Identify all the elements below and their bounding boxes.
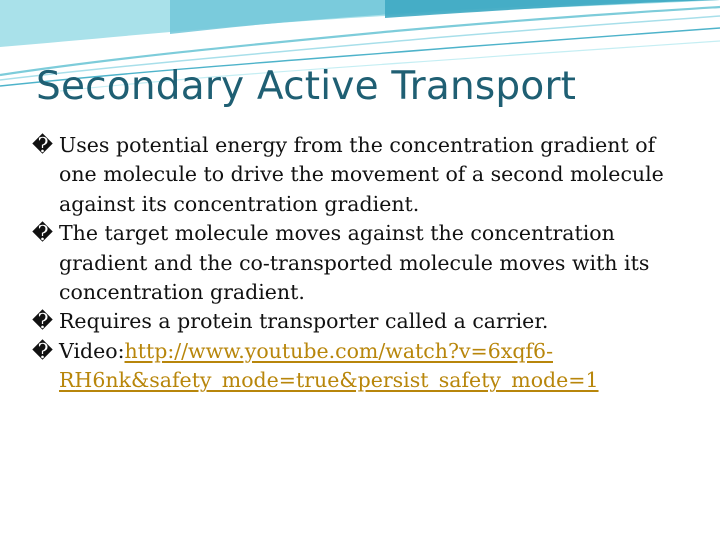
bullet-text: Uses potential energy from the concentration gradient of one molecule to drive the movement of a second molecule against its concentration gradient. bbox=[59, 133, 664, 216]
bullet-marker-glyph: � bbox=[32, 221, 54, 246]
bullet-text: The target molecule moves against the concentration gradient and the co-transported molecule moves with its concentration gradient. bbox=[59, 221, 650, 305]
bullet-marker-glyph: � bbox=[32, 338, 54, 363]
youtube-video-link[interactable] bbox=[59, 339, 599, 392]
video-label: Video: bbox=[59, 338, 125, 363]
bullet-target-molecule bbox=[32, 219, 692, 307]
bullet-list bbox=[32, 131, 692, 396]
bullet-video-link bbox=[32, 337, 692, 396]
bullet-marker-glyph: � bbox=[32, 309, 54, 334]
bullet-carrier-protein bbox=[32, 307, 692, 336]
bullet-concentration-gradient-energy bbox=[32, 131, 692, 219]
bullet-text: Requires a protein transporter called a carrier. bbox=[59, 309, 549, 334]
video-url-line-1: http://www.youtube.com/watch?v=6xqf6- bbox=[124, 338, 553, 363]
bullet-marker-glyph: � bbox=[32, 133, 54, 157]
video-url-line-2: RH6nk&safety_mode=true&persist_safety_mode=1 bbox=[59, 368, 599, 393]
wave-band-dark bbox=[385, 0, 720, 18]
slide-title: Secondary Active Transport bbox=[36, 64, 577, 109]
